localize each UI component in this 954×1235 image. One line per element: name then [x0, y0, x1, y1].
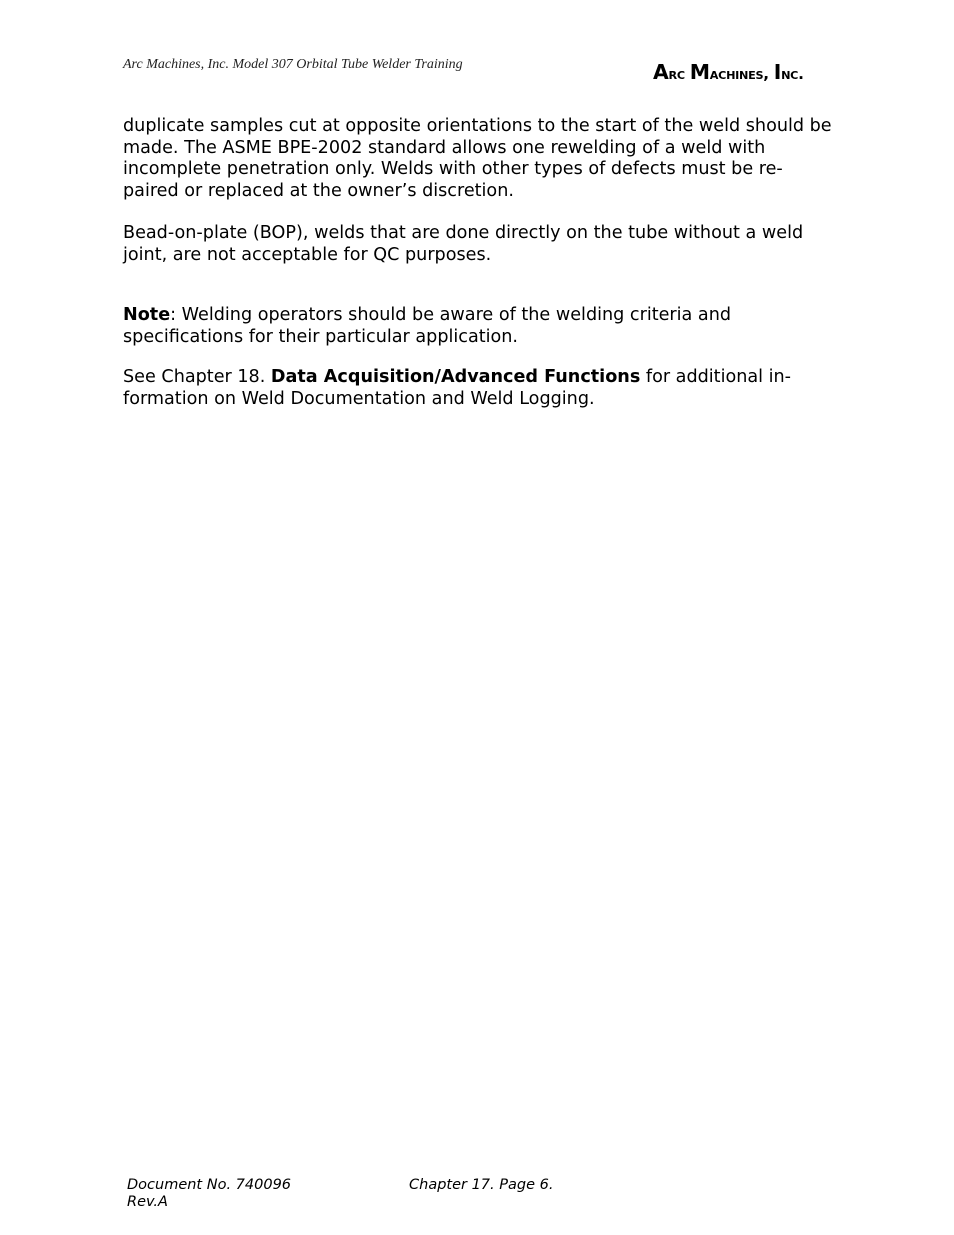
see-prefix: See Chapter 18.	[123, 367, 271, 387]
see-chapter-paragraph	[123, 367, 835, 410]
paragraph-bead-on-plate: Bead-on-plate (BOP), welds that are done directly on the tube without a weld joint, are not acceptable for QC purposes.	[123, 223, 804, 265]
note-label: Note	[123, 305, 171, 325]
paragraph-weld-samples: duplicate samples cut at opposite orientations to the start of the weld should be made. The ASME BPE-2002 standard allows one rewelding of a weld with incomplete penetration only. Welds with other types of defects must be re-paired or replaced at the owner’s discretion.	[123, 116, 832, 201]
note-text: : Welding operators should be aware of the welding criteria and specifications for their particular application.	[123, 305, 732, 347]
footer-document-info	[127, 1177, 291, 1211]
running-header-title: Arc Machines, Inc. Model 307 Orbital Tube Welder Training	[123, 57, 463, 72]
note-paragraph	[123, 305, 835, 348]
body-text	[123, 116, 835, 410]
see-suffix: for additional in-formation on Weld Documentation and Weld Logging.	[123, 367, 792, 409]
chapter-reference: Data Acquisition/Advanced Functions	[270, 367, 641, 387]
page-number: Chapter 17. Page 6.	[409, 1177, 554, 1193]
company-logo: Arc Machines, Inc.	[653, 60, 804, 84]
revision: Rev.A	[127, 1194, 168, 1210]
document-number: Document No. 740096	[127, 1177, 292, 1193]
